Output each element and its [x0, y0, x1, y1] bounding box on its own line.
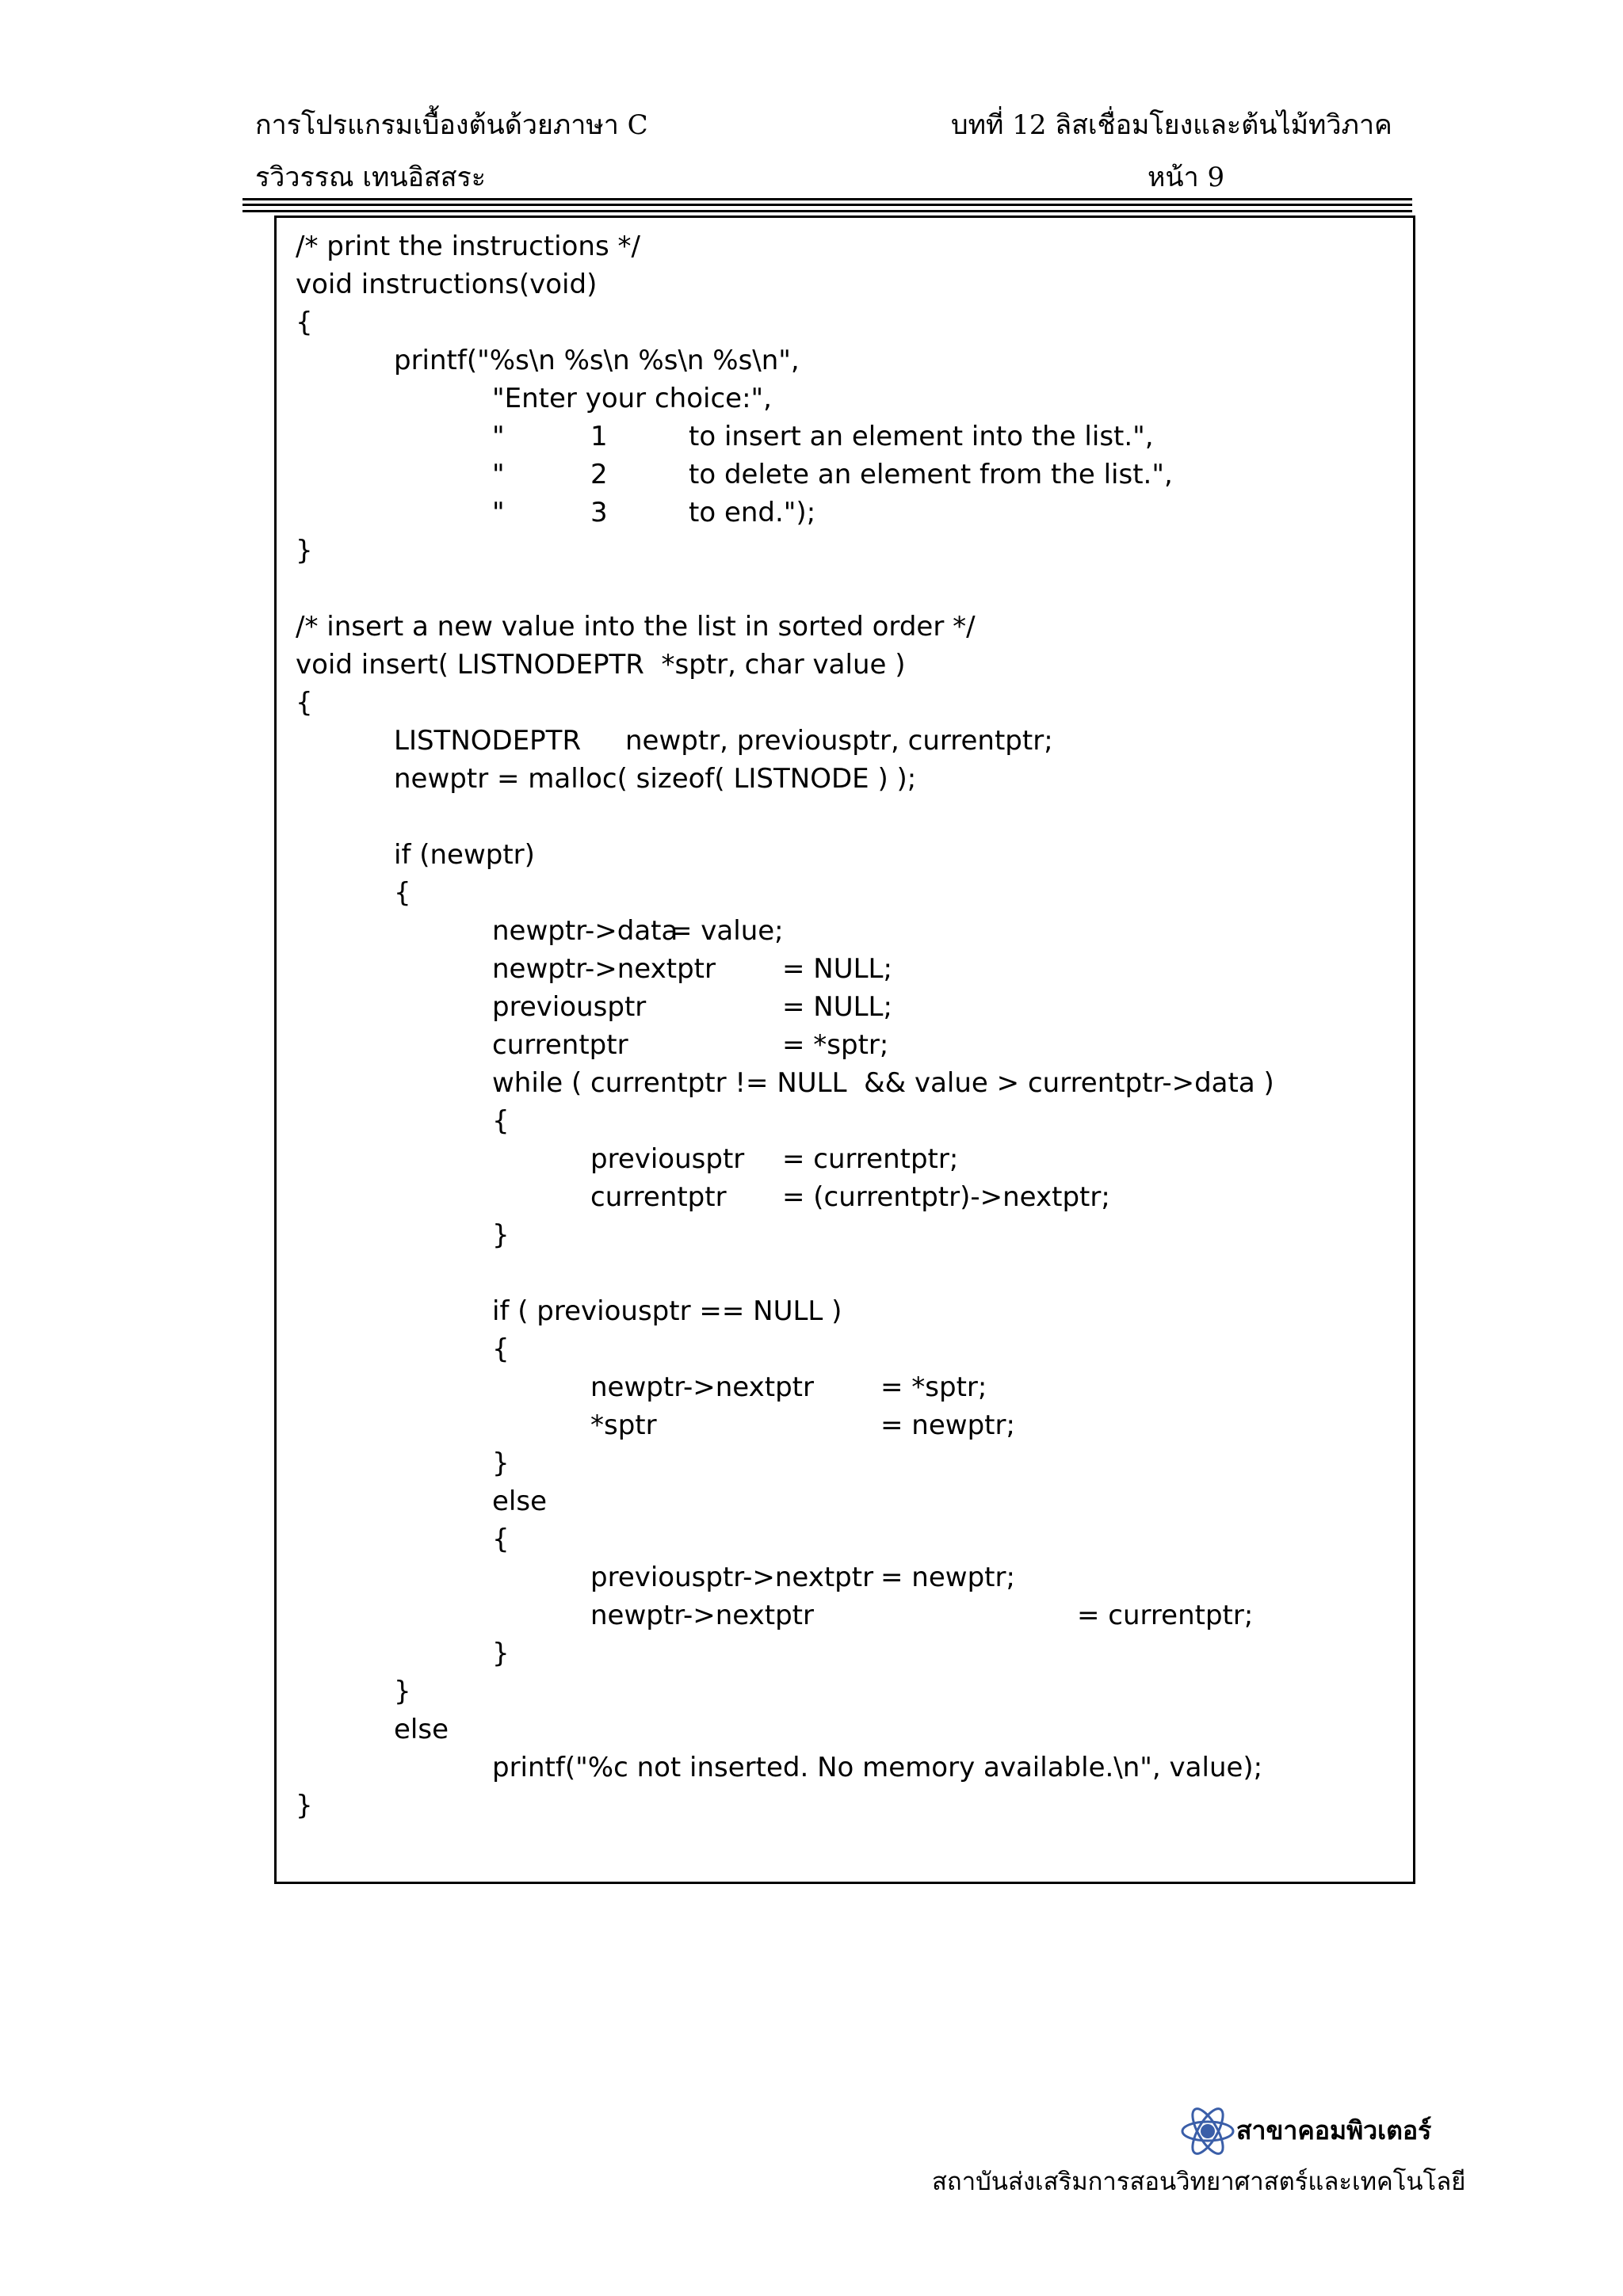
page-number: หน้า 9 — [1148, 162, 1225, 193]
department-name: สาขาคอมพิวเตอร์ — [1236, 2115, 1432, 2145]
code-token: } — [492, 1447, 510, 1479]
code-token: } — [296, 1790, 313, 1821]
code-token: newptr->nextptr — [590, 1600, 814, 1631]
code-token: else — [492, 1486, 547, 1517]
header-rule — [242, 198, 1412, 200]
code-token: newptr->nextptr — [590, 1371, 814, 1403]
code-token: { — [296, 307, 313, 338]
code-token: *sptr — [590, 1409, 657, 1441]
code-token: currentptr — [492, 1029, 628, 1061]
code-token: 2 — [590, 459, 608, 490]
code-token: { — [492, 1333, 510, 1365]
code-token: = NULL; — [782, 953, 892, 985]
code-token: void instructions(void) — [296, 269, 598, 300]
code-token: printf("%c not inserted. No memory available.\n", value); — [492, 1752, 1263, 1783]
code-token: newptr->data — [492, 915, 678, 947]
code-token: " — [492, 421, 505, 452]
code-token: newptr->nextptr — [492, 953, 716, 985]
code-token: { — [394, 877, 411, 909]
code-token: = *sptr; — [782, 1029, 889, 1061]
code-token: newptr, previousptr, currentptr; — [625, 725, 1053, 757]
author-name: รวิวรรณ เทนอิสสระ — [255, 162, 487, 193]
code-token: } — [492, 1219, 510, 1251]
atom-logo-icon — [1179, 2103, 1236, 2160]
code-token: LISTNODEPTR — [394, 725, 582, 757]
code-token: /* print the instructions */ — [296, 231, 640, 262]
code-token: = currentptr; — [1077, 1600, 1254, 1631]
code-token: currentptr — [590, 1181, 727, 1213]
code-token: = value; — [670, 915, 784, 947]
chapter-title: บทที่ 12 ลิสเชื่อมโยงและต้นไม้ทวิภาค — [951, 109, 1392, 141]
code-token: to end."); — [689, 497, 816, 528]
code-token: } — [296, 535, 313, 566]
code-token: to insert an element into the list.", — [689, 421, 1154, 452]
code-token: { — [296, 687, 313, 719]
code-token: while ( currentptr != NULL && value > currentptr->data ) — [492, 1067, 1274, 1099]
course-title: การโปรแกรมเบื้องต้นด้วยภาษา C — [255, 109, 648, 141]
code-token: = *sptr; — [880, 1371, 987, 1403]
code-token: "Enter your choice:", — [492, 383, 772, 414]
code-token: = currentptr; — [782, 1143, 959, 1175]
code-token: if (newptr) — [394, 839, 535, 871]
institute-name: สถาบันส่งเสริมการสอนวิทยาศาสตร์และเทคโนโลยี — [932, 2168, 1466, 2196]
code-token: = (currentptr)->nextptr; — [782, 1181, 1110, 1213]
code-token: { — [492, 1524, 510, 1555]
code-token: { — [492, 1105, 510, 1137]
code-token: void insert( LISTNODEPTR *sptr, char value ) — [296, 649, 906, 681]
code-token: /* insert a new value into the list in sorted order */ — [296, 611, 976, 643]
code-token: printf("%s\n %s\n %s\n %s\n", — [394, 345, 800, 376]
code-token: previousptr — [492, 991, 647, 1023]
header-rule — [242, 204, 1412, 206]
code-token: newptr = malloc( sizeof( LISTNODE ) ); — [394, 763, 917, 795]
code-token: = newptr; — [880, 1409, 1015, 1441]
code-token: " — [492, 459, 505, 490]
code-token: 1 — [590, 421, 608, 452]
code-token: } — [492, 1638, 510, 1669]
code-token: = newptr; — [880, 1562, 1015, 1593]
code-token: = NULL; — [782, 991, 892, 1023]
code-listing-box — [274, 215, 1415, 1884]
code-token: } — [394, 1676, 411, 1707]
code-token: else — [394, 1714, 449, 1745]
code-token: previousptr->nextptr — [590, 1562, 874, 1593]
code-token: to delete an element from the list.", — [689, 459, 1173, 490]
header-rule — [242, 210, 1412, 212]
code-token: " — [492, 497, 505, 528]
code-token: if ( previousptr == NULL ) — [492, 1295, 842, 1327]
code-token: previousptr — [590, 1143, 745, 1175]
code-token: 3 — [590, 497, 608, 528]
